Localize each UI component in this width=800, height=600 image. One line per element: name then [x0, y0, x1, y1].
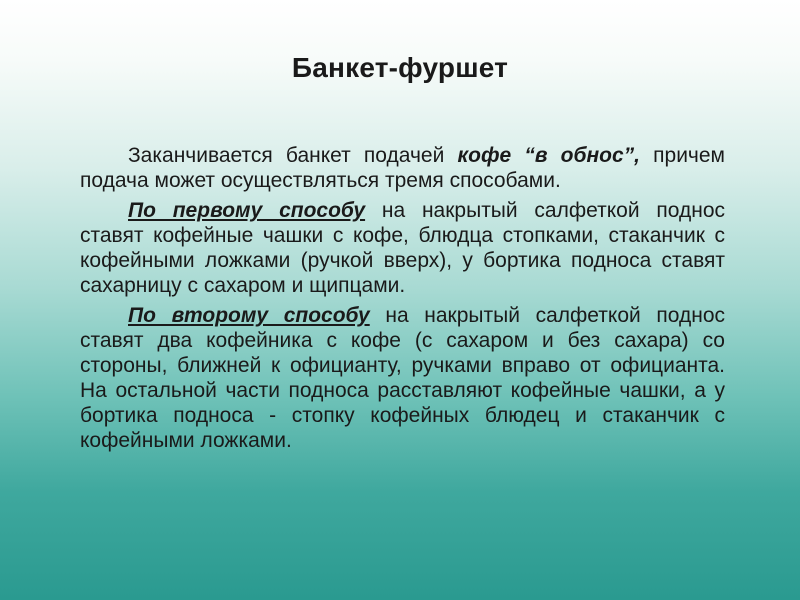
- slide-title: Банкет-фуршет: [291, 52, 509, 83]
- slide-body: [80, 143, 725, 458]
- paragraph-second-method: [80, 303, 725, 453]
- paragraph-intro: [80, 143, 725, 193]
- intro-text-start: Заканчивается банкет подачей: [128, 144, 458, 167]
- first-method-heading: По первому способу: [128, 199, 366, 222]
- intro-text-end: причем подача может осуществляться тремя способами.: [80, 144, 725, 192]
- second-method-text: на накрытый салфеткой поднос ставят два кофейника с кофе (с сахаром и без сахара) со стороны, ближней к официанту, ручками вправо от официанта. На остальной части подноса расставляют кофейные чашки, а у бортика подноса - стопку кофейных блюдец и стаканчик с кофейными ложками.: [80, 304, 725, 452]
- paragraph-first-method: [80, 198, 725, 298]
- first-method-text: на накрытый салфеткой поднос ставят кофейные чашки с кофе, блюдца стопками, стаканчик с кофейными ложками (ручкой вверх), у бортика подноса ставят сахарницу с сахаром и щипцами.: [80, 199, 725, 297]
- second-method-heading: По второму способу: [128, 304, 370, 327]
- intro-emphasis: кофе “в обнос”,: [457, 144, 641, 167]
